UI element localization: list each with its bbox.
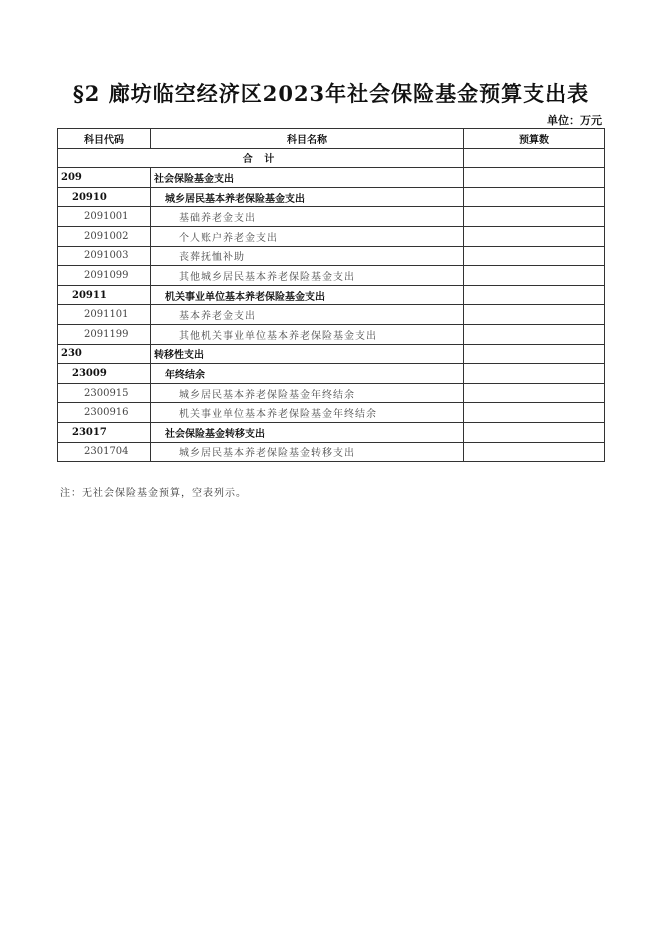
table-row xyxy=(58,285,605,305)
table-row xyxy=(58,246,605,266)
cell-name: 丧葬抚恤补助 xyxy=(151,246,464,266)
cell-amount xyxy=(464,207,605,227)
cell-code: 2091099 xyxy=(58,266,151,286)
unit-label: 单位：万元 xyxy=(547,114,602,127)
cell-code: 230 xyxy=(58,344,151,364)
cell-name: 机关事业单位基本养老保险基金支出 xyxy=(151,285,464,305)
cell-name: 基础养老金支出 xyxy=(151,207,464,227)
cell-name: 个人账户养老金支出 xyxy=(151,226,464,246)
cell-amount xyxy=(464,285,605,305)
cell-amount xyxy=(464,305,605,325)
table-row xyxy=(58,266,605,286)
cell-code: 209 xyxy=(58,168,151,188)
page-title: §2 廊坊临空经济区2023年社会保险基金预算支出表 xyxy=(72,81,590,106)
cell-code: 2300915 xyxy=(58,383,151,403)
table-row xyxy=(58,226,605,246)
table-row xyxy=(58,364,605,384)
cell-name: 社会保险基金转移支出 xyxy=(151,422,464,442)
cell-amount xyxy=(464,324,605,344)
cell-name: 基本养老金支出 xyxy=(151,305,464,325)
table-row xyxy=(58,207,605,227)
cell-code: 2091003 xyxy=(58,246,151,266)
table-row xyxy=(58,344,605,364)
cell-amount xyxy=(464,442,605,462)
budget-table xyxy=(57,128,605,462)
cell-amount xyxy=(464,187,605,207)
cell-code: 23009 xyxy=(58,364,151,384)
cell-code: 20911 xyxy=(58,285,151,305)
table-row xyxy=(58,187,605,207)
table-header-row xyxy=(58,129,605,149)
table-row xyxy=(58,168,605,188)
cell-name: 其他城乡居民基本养老保险基金支出 xyxy=(151,266,464,286)
table-row xyxy=(58,403,605,423)
cell-code: 2091002 xyxy=(58,226,151,246)
cell-name: 年终结余 xyxy=(151,364,464,384)
cell-code: 2091001 xyxy=(58,207,151,227)
cell-name: 城乡居民基本养老保险基金年终结余 xyxy=(151,383,464,403)
cell-code: 2301704 xyxy=(58,442,151,462)
total-row xyxy=(58,148,605,168)
cell-amount xyxy=(464,364,605,384)
cell-code: 20910 xyxy=(58,187,151,207)
table-row xyxy=(58,324,605,344)
total-amount xyxy=(464,148,605,168)
cell-name: 城乡居民基本养老保险基金支出 xyxy=(151,187,464,207)
table-row xyxy=(58,383,605,403)
cell-amount xyxy=(464,246,605,266)
cell-amount xyxy=(464,383,605,403)
cell-code: 23017 xyxy=(58,422,151,442)
cell-name: 社会保险基金支出 xyxy=(151,168,464,188)
table-row xyxy=(58,422,605,442)
cell-name: 机关事业单位基本养老保险基金年终结余 xyxy=(151,403,464,423)
cell-code: 2300916 xyxy=(58,403,151,423)
header-code: 科目代码 xyxy=(58,129,151,149)
cell-code: 2091101 xyxy=(58,305,151,325)
cell-name: 其他机关事业单位基本养老保险基金支出 xyxy=(151,324,464,344)
cell-amount xyxy=(464,266,605,286)
table-row xyxy=(58,305,605,325)
footnote: 注：无社会保险基金预算，空表列示。 xyxy=(60,488,247,499)
total-label: 合 计 xyxy=(58,148,464,168)
table-row xyxy=(58,442,605,462)
cell-amount xyxy=(464,168,605,188)
cell-name: 转移性支出 xyxy=(151,344,464,364)
cell-amount xyxy=(464,403,605,423)
cell-name: 城乡居民基本养老保险基金转移支出 xyxy=(151,442,464,462)
cell-code: 2091199 xyxy=(58,324,151,344)
cell-amount xyxy=(464,226,605,246)
header-name: 科目名称 xyxy=(151,129,464,149)
cell-amount xyxy=(464,422,605,442)
header-amount: 预算数 xyxy=(464,129,605,149)
cell-amount xyxy=(464,344,605,364)
